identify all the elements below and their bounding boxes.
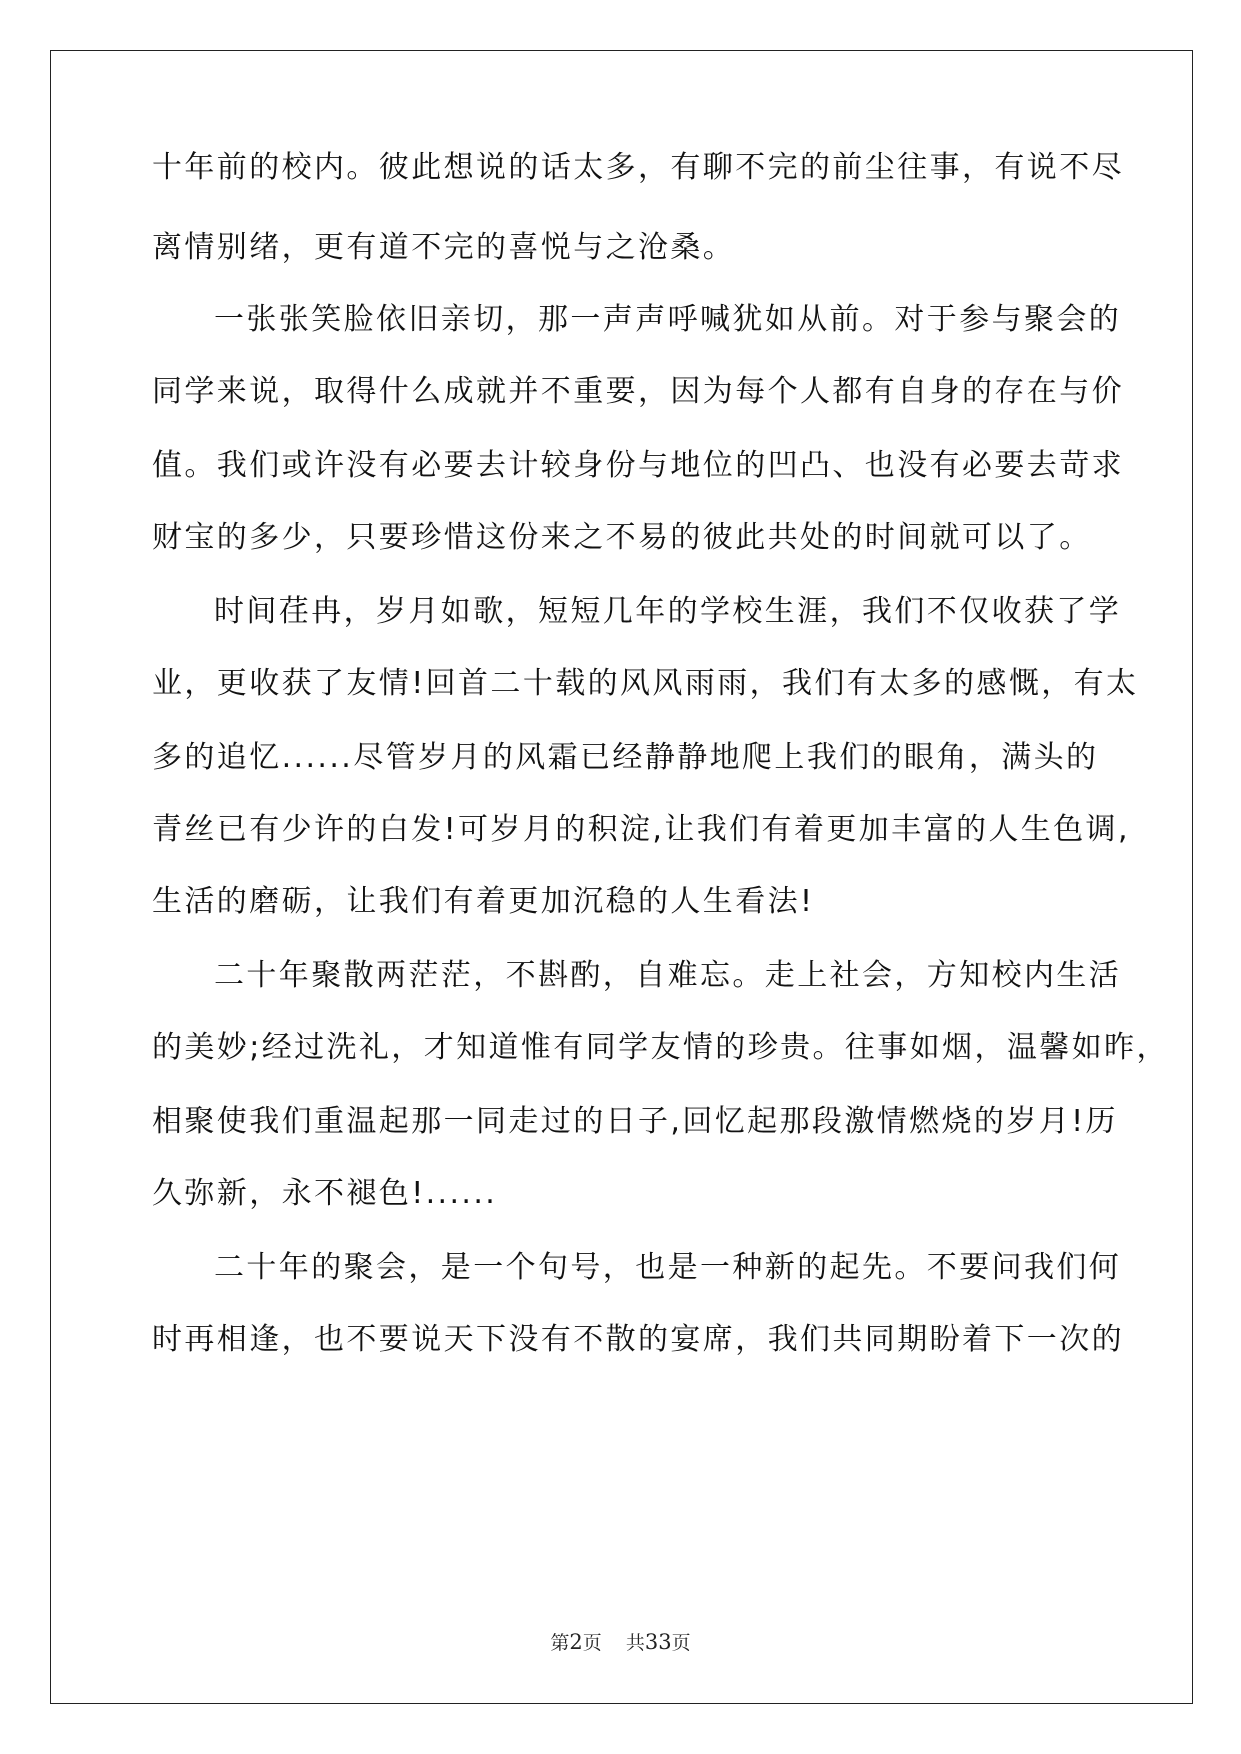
total-label-prefix: 共 — [625, 1632, 645, 1654]
text-line: 离情别绪，更有道不完的喜悦与之沧桑。 — [152, 230, 736, 265]
paragraph-first-line: 二十年的聚会，是一个句号，也是一种新的起先。不要问我们何 — [214, 1250, 1122, 1285]
text-line: 业，更收获了友情!回首二十载的风风雨雨，我们有太多的感慨，有太 — [152, 666, 1139, 701]
text-line: 值。我们或许没有必要去计较身份与地位的凹凸、也没有必要去苛求 — [152, 448, 1124, 483]
text-line: 相聚使我们重温起那一同走过的日子,回忆起那段激情燃烧的岁月!历 — [152, 1104, 1118, 1139]
page-number: 2 — [569, 1630, 583, 1654]
page-label-prefix: 第 — [550, 1632, 570, 1654]
text-line: 生活的磨砺，让我们有着更加沉稳的人生看法! — [152, 884, 815, 919]
text-line: 时再相逢，也不要说天下没有不散的宴席，我们共同期盼着下一次的 — [152, 1322, 1124, 1357]
text-line: 的美妙;经过洗礼，才知道惟有同学友情的珍贵。往事如烟，温馨如昨， — [152, 1030, 1169, 1065]
page-footer — [0, 1628, 1241, 1655]
page-label-suffix: 页 — [582, 1632, 602, 1654]
text-line: 财宝的多少，只要珍惜这份来之不易的彼此共处的时间就可以了。 — [152, 520, 1092, 555]
total-label-suffix: 页 — [671, 1632, 691, 1654]
text-line: 多的追忆......尽管岁月的风霜已经静静地爬上我们的眼角，满头的 — [152, 740, 1099, 775]
paragraph-first-line: 一张张笑脸依旧亲切，那一声声呼喊犹如从前。对于参与聚会的 — [214, 302, 1122, 337]
total-pages: 33 — [644, 1630, 672, 1654]
text-line: 十年前的校内。彼此想说的话太多，有聊不完的前尘往事，有说不尽 — [152, 150, 1124, 185]
paragraph-first-line: 二十年聚散两茫茫，不斟酌，自难忘。走上社会，方知校内生活 — [214, 958, 1122, 993]
text-line: 同学来说，取得什么成就并不重要，因为每个人都有自身的存在与价 — [152, 374, 1124, 409]
paragraph-first-line: 时间荏冉，岁月如歌，短短几年的学校生涯，我们不仅收获了学 — [214, 594, 1122, 629]
text-line: 久弥新，永不褪色!...... — [152, 1176, 498, 1211]
text-line: 青丝已有少许的白发!可岁月的积淀,让我们有着更加丰富的人生色调, — [152, 812, 1130, 847]
